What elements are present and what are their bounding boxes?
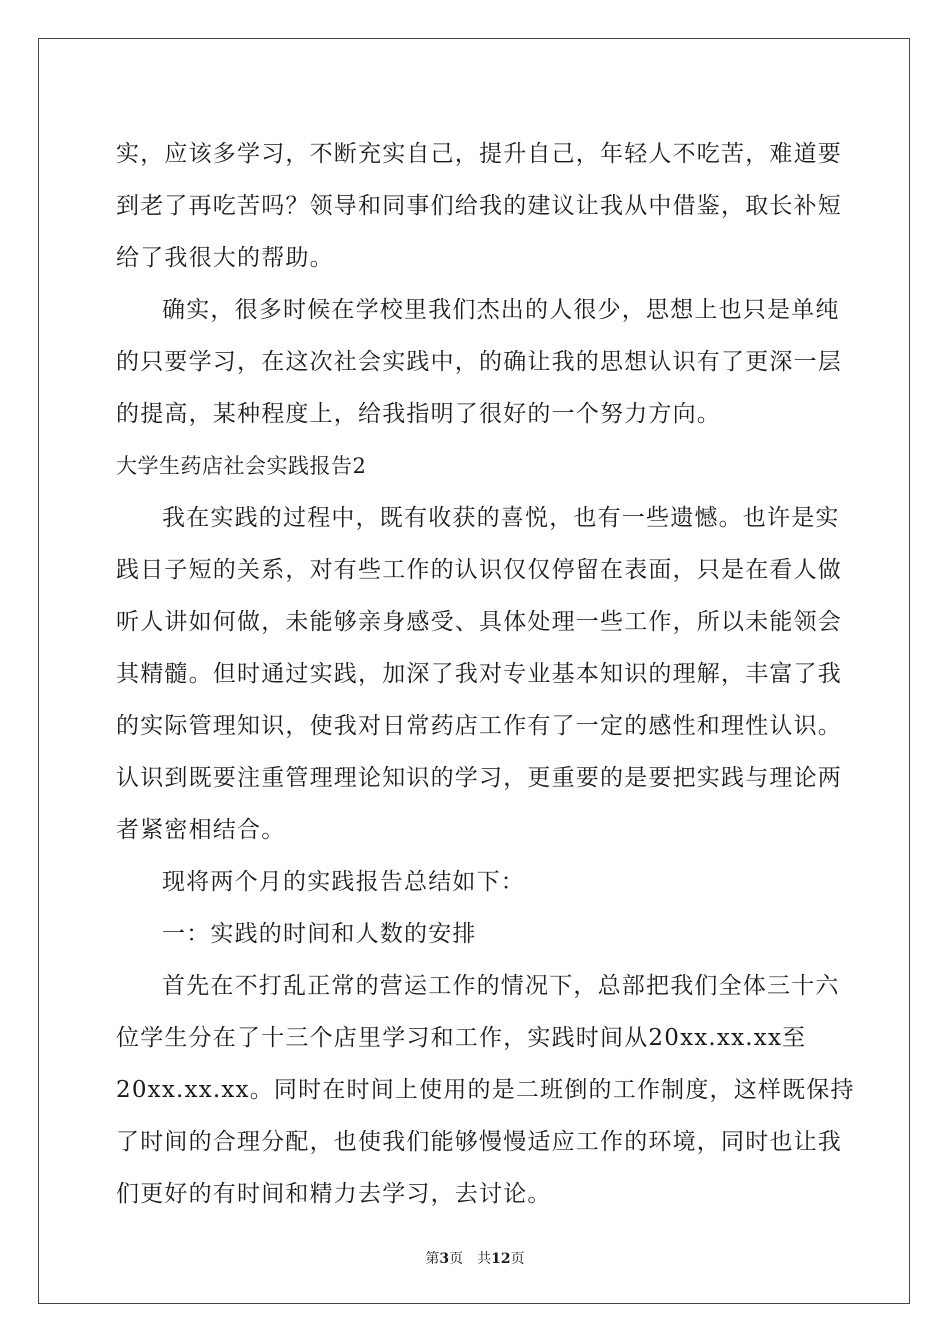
section-title: 大学生药店社会实践报告2 bbox=[116, 454, 367, 478]
document-body bbox=[116, 128, 855, 1220]
text-line: 20xx.xx.xx。同时在时间上使用的是二班倒的工作制度，这样既保持 bbox=[116, 1077, 855, 1103]
text-line: 位学生分在了十三个店里学习和工作，实践时间从20xx.xx.xx至 bbox=[116, 1025, 807, 1051]
page-current: 3 bbox=[439, 1251, 450, 1267]
page-prefix: 第 bbox=[425, 1251, 440, 1267]
subheading: 一：实践的时间和人数的安排 bbox=[162, 921, 477, 947]
text-line: 的实际管理知识，使我对日常药店工作有了一定的感性和理性认识。 bbox=[116, 713, 842, 739]
page-suffix: 页 bbox=[449, 1251, 464, 1267]
page-footer bbox=[0, 1248, 950, 1268]
paragraph-start: 确实，很多时候在学校里我们杰出的人很少，思想上也只是单纯 bbox=[162, 297, 840, 323]
paragraph-start: 现将两个月的实践报告总结如下： bbox=[162, 869, 525, 895]
total-prefix: 共 bbox=[477, 1251, 492, 1267]
total-suffix: 页 bbox=[510, 1251, 525, 1267]
text-line: 的只要学习，在这次社会实践中，的确让我的思想认识有了更深一层 bbox=[116, 349, 842, 375]
text-line: 了时间的合理分配，也使我们能够慢慢适应工作的环境，同时也让我 bbox=[116, 1129, 842, 1155]
text-line: 到老了再吃苦吗？领导和同事们给我的建议让我从中借鉴，取长补短 bbox=[116, 193, 842, 219]
text-line: 者紧密相结合。 bbox=[116, 817, 286, 843]
page-total: 12 bbox=[491, 1251, 511, 1267]
text-line: 认识到既要注重管理理论知识的学习，更重要的是要把实践与理论两 bbox=[116, 765, 842, 791]
paragraph-start: 我在实践的过程中，既有收获的喜悦，也有一些遗憾。也许是实 bbox=[162, 505, 840, 531]
text-line: 给了我很大的帮助。 bbox=[116, 245, 334, 271]
text-line: 实，应该多学习，不断充实自己，提升自己，年轻人不吃苦，难道要 bbox=[116, 141, 842, 167]
text-line: 的提高，某种程度上，给我指明了很好的一个努力方向。 bbox=[116, 401, 721, 427]
text-line: 其精髓。但时通过实践，加深了我对专业基本知识的理解，丰富了我 bbox=[116, 661, 842, 687]
text-line: 践日子短的关系，对有些工作的认识仅仅停留在表面，只是在看人做 bbox=[116, 557, 842, 583]
text-line: 们更好的有时间和精力去学习，去讨论。 bbox=[116, 1181, 552, 1207]
paragraph-start: 首先在不打乱正常的营运工作的情况下，总部把我们全体三十六 bbox=[162, 973, 840, 999]
text-line: 听人讲如何做，未能够亲身感受、具体处理一些工作，所以未能领会 bbox=[116, 609, 842, 635]
